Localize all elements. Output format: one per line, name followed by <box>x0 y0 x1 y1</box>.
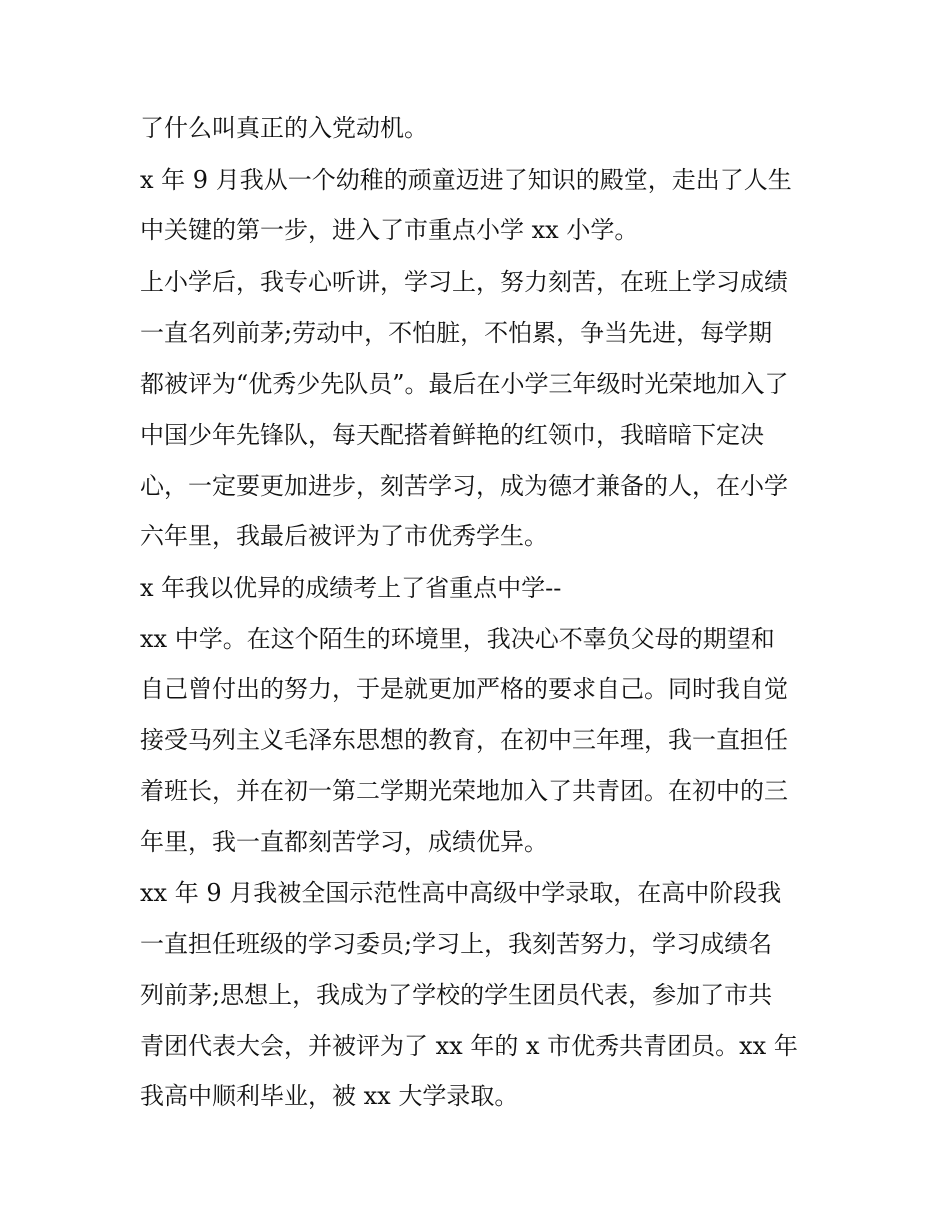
text-line: 一直名列前茅;劳动中，不怕脏，不怕累，争当先进，每学期 <box>140 319 773 347</box>
text-line: x 年我以优异的成绩考上了省重点中学-- <box>140 574 562 602</box>
text-line: 我高中顺利毕业，被 xx 大学录取。 <box>140 1082 519 1110</box>
text-line: 都被评为“优秀少先队员”。最后在小学三年级时光荣地加入了 <box>140 370 789 398</box>
text-line: 接受马列主义毛泽东思想的教育，在初中三年理，我一直担任 <box>140 726 788 754</box>
text-line: 一直担任班级的学习委员;学习上，我刻苦努力，学习成绩名 <box>140 930 773 958</box>
text-line: 自己曾付出的努力，于是就更加严格的要求自己。同时我自觉 <box>140 675 788 703</box>
text-line: 心，一定要更加进步，刻苦学习，成为德才兼备的人，在小学 <box>140 472 788 500</box>
text-line: 中国少年先锋队，每天配搭着鲜艳的红领巾，我暗暗下定决 <box>140 421 764 449</box>
text-line: xx 年 9 月我被全国示范性高中高级中学录取，在高中阶段我 <box>140 879 782 907</box>
text-line: xx 中学。在这个陌生的环境里，我决心不辜负父母的期望和 <box>140 625 775 653</box>
text-line: 上小学后，我专心听讲，学习上，努力刻苦，在班上学习成绩 <box>140 268 788 296</box>
text-line: 青团代表大会，并被评为了 xx 年的 x 市优秀共青团员。xx 年 <box>140 1032 798 1060</box>
text-line: 中关键的第一步，进入了市重点小学 xx 小学。 <box>140 216 639 244</box>
text-line: x 年 9 月我从一个幼稚的顽童迈进了知识的殿堂，走出了人生 <box>140 166 792 194</box>
text-line: 了什么叫真正的入党动机。 <box>140 114 428 142</box>
text-line: 六年里，我最后被评为了市优秀学生。 <box>140 522 548 550</box>
text-line: 年里，我一直都刻苦学习，成绩优异。 <box>140 828 548 856</box>
text-line: 着班长，并在初一第二学期光荣地加入了共青团。在初中的三 <box>140 777 788 805</box>
text-line: 列前茅;思想上，我成为了学校的学生团员代表，参加了市共 <box>140 981 773 1009</box>
